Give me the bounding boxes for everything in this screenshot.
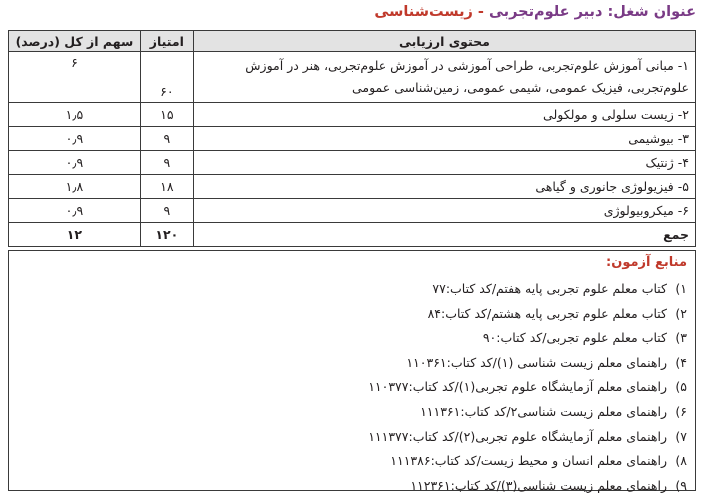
- source-text: کتاب معلم علوم تجربی/کد کتاب:۹۰: [482, 330, 667, 346]
- table-row: [9, 199, 696, 223]
- header-score: امتیاز: [140, 31, 193, 52]
- table-row: [9, 175, 696, 199]
- row-share: ۰٫۹: [9, 127, 141, 151]
- table-row: [9, 127, 696, 151]
- source-number: ۹): [675, 477, 687, 493]
- table-row: [9, 151, 696, 175]
- sources-box: [8, 250, 696, 491]
- header-content: محتوی ارزیابی: [193, 31, 695, 52]
- total-share: ۱۲: [9, 223, 141, 247]
- list-item: [17, 400, 687, 425]
- source-number: ۸): [675, 453, 687, 469]
- list-item: [17, 375, 687, 400]
- list-item: [17, 302, 687, 327]
- total-label: جمع: [193, 223, 695, 247]
- row-content: ۵- فیزیولوژی جانوری و گیاهی: [193, 175, 695, 199]
- source-number: ۳): [675, 330, 687, 346]
- source-text: راهنمای معلم آزمایشگاه علوم تجربی(۲)/کد کتاب:۱۱۱۳۷۷: [368, 428, 667, 444]
- source-text: راهنمای معلم زیست شناسی(۳)/کد کتاب:۱۱۲۳۶۱: [410, 477, 667, 493]
- row-content: ۳- بیوشیمی: [193, 127, 695, 151]
- row-share: ۶: [9, 52, 141, 103]
- row-content: ۱- مبانی آموزش علوم‌تجربی، طراحی آموزشی در آموزش علوم‌تجربی، هنر در آموزش علوم‌تجربی، فیزیک عمومی، شیمی عمومی، زمین‌شناسی عمومی: [193, 52, 695, 103]
- row-score: ۶۰: [140, 52, 193, 103]
- row-content: ۴- ژنتیک: [193, 151, 695, 175]
- row-content: ۲- زیست سلولی و مولکولی: [193, 103, 695, 127]
- source-number: ۶): [675, 403, 687, 419]
- evaluation-table: [8, 30, 696, 247]
- table-total-row: [9, 223, 696, 247]
- page-title: [374, 4, 696, 20]
- list-item: [17, 351, 687, 376]
- source-text: کتاب معلم علوم تجربی پایه هشتم/کد کتاب:۸۴: [427, 305, 667, 321]
- row-score: ۹: [140, 151, 193, 175]
- title-main: عنوان شغل: دبیر علوم‌تجربی: [489, 4, 696, 20]
- total-score: ۱۲۰: [140, 223, 193, 247]
- row-score: ۹: [140, 127, 193, 151]
- source-number: ۴): [675, 354, 687, 370]
- source-text: کتاب معلم علوم تجربی پایه هفتم/کد کتاب:۷۷: [432, 281, 667, 296]
- list-item: [17, 277, 687, 302]
- source-number: ۵): [675, 379, 687, 395]
- title-accent: - زیست‌شناسی: [374, 4, 484, 20]
- source-number: ۱): [675, 281, 687, 296]
- table-header-row: [9, 31, 696, 52]
- table-row: [9, 103, 696, 127]
- source-text: راهنمای معلم زیست شناسی۲/کد کتاب:۱۱۱۳۶۱: [420, 403, 667, 419]
- sources-heading: منابع آزمون:: [606, 255, 687, 270]
- source-text: راهنمای معلم آزمایشگاه علوم تجربی(۱)/کد کتاب:۱۱۰۳۷۷: [368, 379, 667, 395]
- header-share: سهم از کل (درصد): [9, 31, 141, 52]
- sources-list: [17, 277, 687, 498]
- source-text: راهنمای معلم زیست شناسی (۱)/کد کتاب:۱۱۰۳۶۱: [406, 354, 667, 370]
- row-score: ۱۵: [140, 103, 193, 127]
- row-share: ۰٫۹: [9, 151, 141, 175]
- table-row: [9, 52, 696, 103]
- source-number: ۲): [675, 305, 687, 321]
- row-score: ۱۸: [140, 175, 193, 199]
- source-text: راهنمای معلم انسان و محیط زیست/کد کتاب:۱۱۱۳۸۶: [390, 453, 667, 469]
- source-number: ۷): [675, 428, 687, 444]
- row-share: ۱٫۸: [9, 175, 141, 199]
- row-share: ۱٫۵: [9, 103, 141, 127]
- list-item: [17, 326, 687, 351]
- row-score: ۹: [140, 199, 193, 223]
- list-item: [17, 425, 687, 450]
- row-content: ۶- میکروبیولوژی: [193, 199, 695, 223]
- row-share: ۰٫۹: [9, 199, 141, 223]
- list-item: [17, 449, 687, 474]
- list-item: [17, 474, 687, 498]
